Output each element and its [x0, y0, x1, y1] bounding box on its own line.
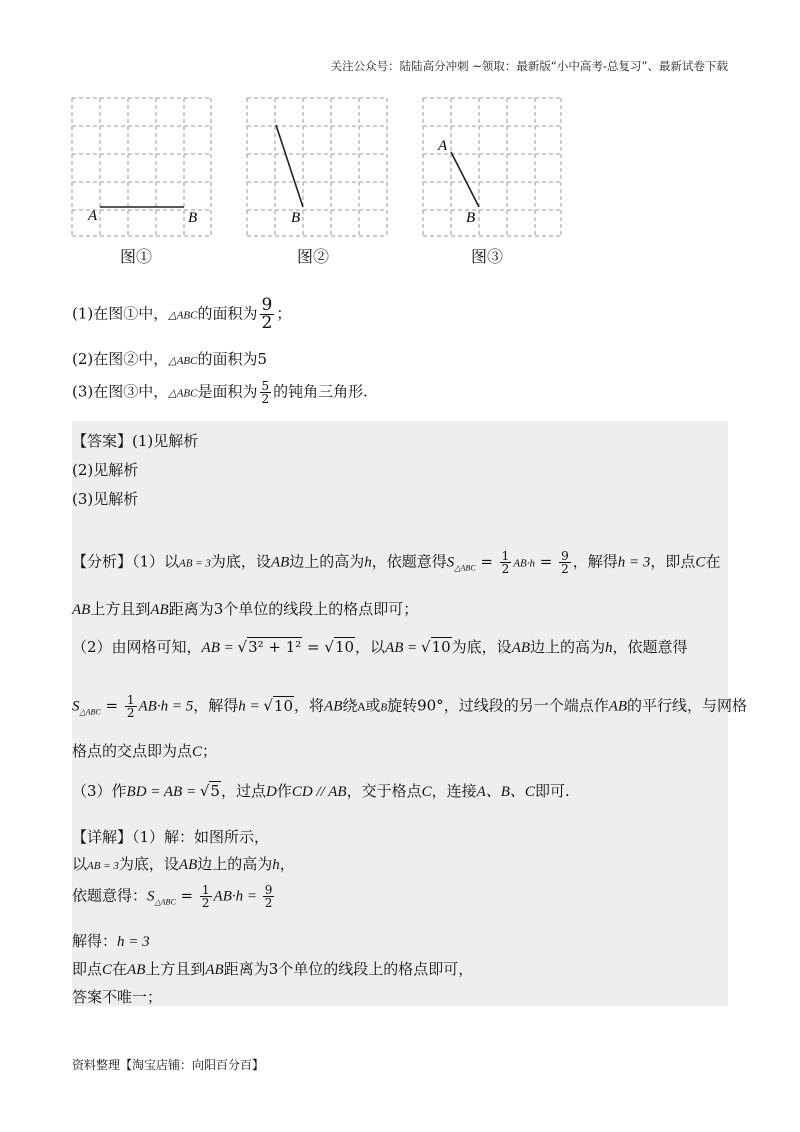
analysis-line-6: （3）作BD = AB = √5，过点D作CD // AB，交于格点C，连接A、B、C即可.: [72, 782, 570, 800]
question-1: (1)在图①中，△ABC的面积为 $\frac{9}{2}$ ；: [72, 295, 292, 333]
analysis-line-3: （2）由网格可知，AB = √3² + 1² = √10，以AB = √10为底，设AB边上的高为h，依题意得: [72, 638, 688, 656]
segment-ab-fig3: [451, 152, 479, 207]
answer-line-3: (3)见解析: [72, 490, 139, 508]
page-footer: 资料整理【淘宝店铺：向阳百分百】: [72, 1058, 265, 1072]
analysis-line-2: AB上方且到AB距离为3个单位的线段上的格点即可；: [72, 600, 419, 618]
label-b-fig2: B: [291, 210, 301, 226]
detail-line-2: 以AB = 3为底，设AB边上的高为h，: [72, 855, 295, 873]
grid-figures: [0, 0, 800, 280]
caption-fig3: 图③: [471, 247, 504, 266]
question-2: (2)在图②中，△ABC的面积为5: [72, 350, 268, 368]
question-3: (3)在图③中，△ABC是面积为 $\frac{5}{2}$ 的钝角三角形.: [72, 379, 368, 406]
label-a-fig1: A: [88, 208, 98, 224]
caption-fig2: 图②: [297, 247, 330, 266]
segment-ab-fig2: [276, 125, 303, 207]
detail-line-4: 解得：h = 3: [72, 932, 150, 950]
answer-line-1: 【答案】(1)见解析: [72, 432, 199, 450]
answer-line-2: (2)见解析: [72, 461, 139, 479]
analysis-line-4: $S_{\triangle ABC}$ = $\frac{1}{2}$ AB·h = 5，解得h = √10，将AB绕A或B旋转90°，过线段的另一个端点作AB的平行线，与网格: [72, 693, 748, 720]
page-header: 关注公众号：陆陆高分冲刺 ~领取：最新版“小中高考-总复习”、最新试卷下载: [330, 59, 728, 73]
analysis-line-1: 【分析】（1）以AB = 3为底，设AB边上的高为h，依题意得$S_{\triangle ABC}$ = $\frac{1}{2}$ AB·h = $\frac{9}{2}$ ，解得h = 3，即点C在: [72, 549, 721, 576]
label-b-fig1: B: [188, 210, 198, 226]
figure-3: [423, 98, 561, 236]
label-b-fig3: B: [466, 210, 476, 226]
caption-fig1: 图①: [120, 247, 153, 266]
label-a-fig3: A: [438, 138, 448, 154]
analysis-line-5: 格点的交点即为点C；: [72, 742, 218, 760]
detail-line-5: 即点C在AB上方且到AB距离为3个单位的线段上的格点即可，: [72, 960, 474, 978]
detail-line-3: 依题意得：$S_{\triangle ABC}$ = $\frac{1}{2}$ AB·h = $\frac{9}{2}$: [72, 883, 273, 910]
figure-2: [247, 98, 387, 236]
detail-line-1: 【详解】（1）解：如图所示，: [72, 828, 270, 846]
detail-line-6: 答案不唯一；: [72, 988, 163, 1006]
